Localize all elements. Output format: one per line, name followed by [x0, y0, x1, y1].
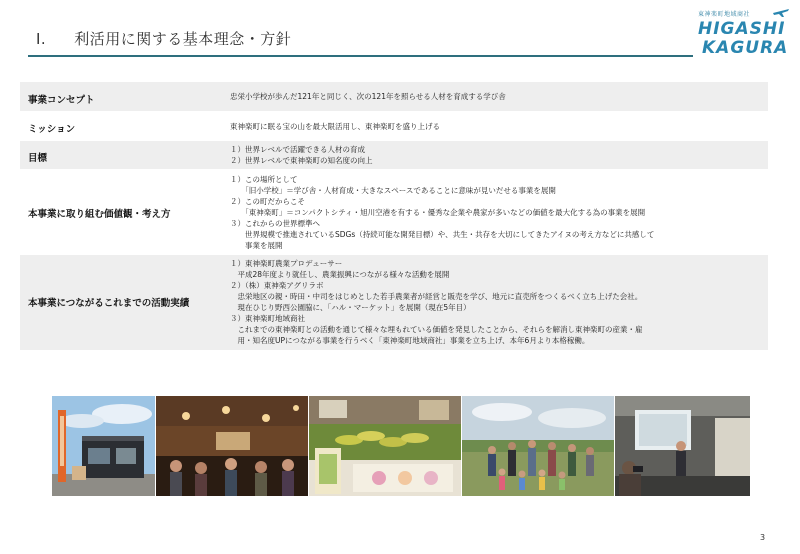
- table-row: [20, 112, 768, 141]
- row-line: これまでの東神楽町との活動を通じて様々な埋もれている価値を発見したことから、それらを解消し東神楽町の産業・雇: [230, 325, 643, 334]
- logo-line-kagura: KAGURA: [702, 38, 789, 58]
- photo-strip: [52, 396, 750, 496]
- title-number: I.: [36, 30, 47, 48]
- table-row: [20, 141, 768, 170]
- row-line: ２）（株）東神楽アグリラボ: [230, 281, 324, 290]
- table-row: [20, 82, 768, 112]
- row-label: ミッション: [28, 124, 76, 135]
- policy-table: [20, 82, 768, 351]
- row-line: 平成28年度より就任し、農業振興につながる様々な活動を展開: [230, 270, 450, 279]
- row-line: 東神楽町に眠る宝の山を最大限活用し、東神楽町を盛り上げる: [230, 122, 440, 131]
- vegetable-stand-photo: [309, 396, 461, 496]
- table-row: [20, 170, 768, 255]
- row-label: 本事業につながるこれまでの活動実績: [28, 298, 190, 309]
- logo-line-higashi: HIGASHI: [698, 19, 786, 39]
- row-line: 「旧小学校」＝学び舎・人材育成・大きなスペースであることに意味が見いだせる事業を展開: [230, 186, 556, 195]
- row-line: 「東神楽町」＝コンパクトシティ・旭川空港を有する・優秀な企業や農家が多いなどの価値を最大化する為の事業を展開: [230, 208, 646, 217]
- row-line: 現在ひじり野西公園脇に、「ハル・マーケット」を展開（現在5年目）: [230, 303, 471, 312]
- market-building-photo: [52, 396, 155, 496]
- group-photo-field: [462, 396, 614, 496]
- row-line: 忠栄地区の親・時田・中司をはじめとした若手農業者が経営と販売を学び、地元に直売所をつくるべく立ち上げた会社。: [230, 292, 643, 301]
- row-line: 忠栄小学校が歩んだ121年と同じく、次の121年を照らせる人材を育成する学び舎: [230, 92, 506, 101]
- title-underline: [28, 55, 693, 57]
- title-text: 利活用に関する基本理念・方針: [74, 30, 292, 48]
- row-line: １）東神楽町農業プロデューサー: [230, 259, 343, 268]
- row-line: １）世界レベルで活躍できる人材の育成: [230, 145, 365, 154]
- row-line: ３）これからの世界標準へ: [230, 219, 320, 228]
- row-body: [230, 144, 373, 166]
- airplane-icon: [772, 6, 790, 18]
- row-line: ３）東神楽町地域商社: [230, 314, 305, 323]
- row-line: ２）この町だからこそ: [230, 197, 305, 206]
- row-body: [230, 91, 506, 102]
- row-line: １）この場所として: [230, 175, 298, 184]
- row-line: ２）世界レベルで東神楽町の知名度の向上: [230, 156, 373, 165]
- row-body: [230, 258, 643, 346]
- row-line: 世界規模で推進されているSDGs（持続可能な開発目標）や、共生・共存を大切にしてきたアイヌの考え方などに共感して: [230, 230, 655, 239]
- slide-header: [0, 0, 800, 64]
- row-label: 目標: [28, 153, 48, 164]
- row-line: 事業を展開: [230, 241, 283, 250]
- row-line: 用・知名度UPにつながる事業を行うべく「東神楽町地域商社」事業を立ち上げ、本年6月より本格稼働。: [230, 336, 590, 345]
- higashikagura-logo: [690, 4, 794, 60]
- presentation-photo: [615, 396, 750, 496]
- row-label: 事業コンセプト: [28, 95, 95, 106]
- row-body: [230, 174, 654, 251]
- page-number: 3: [760, 533, 766, 542]
- table-row: [20, 255, 768, 351]
- logo-subtitle: 東神楽町地域商社: [698, 11, 751, 18]
- event-hall-photo: [156, 396, 308, 496]
- row-body: [230, 121, 440, 132]
- page-title: [36, 28, 291, 49]
- row-label: 本事業に取り組む価値観・考え方: [28, 209, 171, 220]
